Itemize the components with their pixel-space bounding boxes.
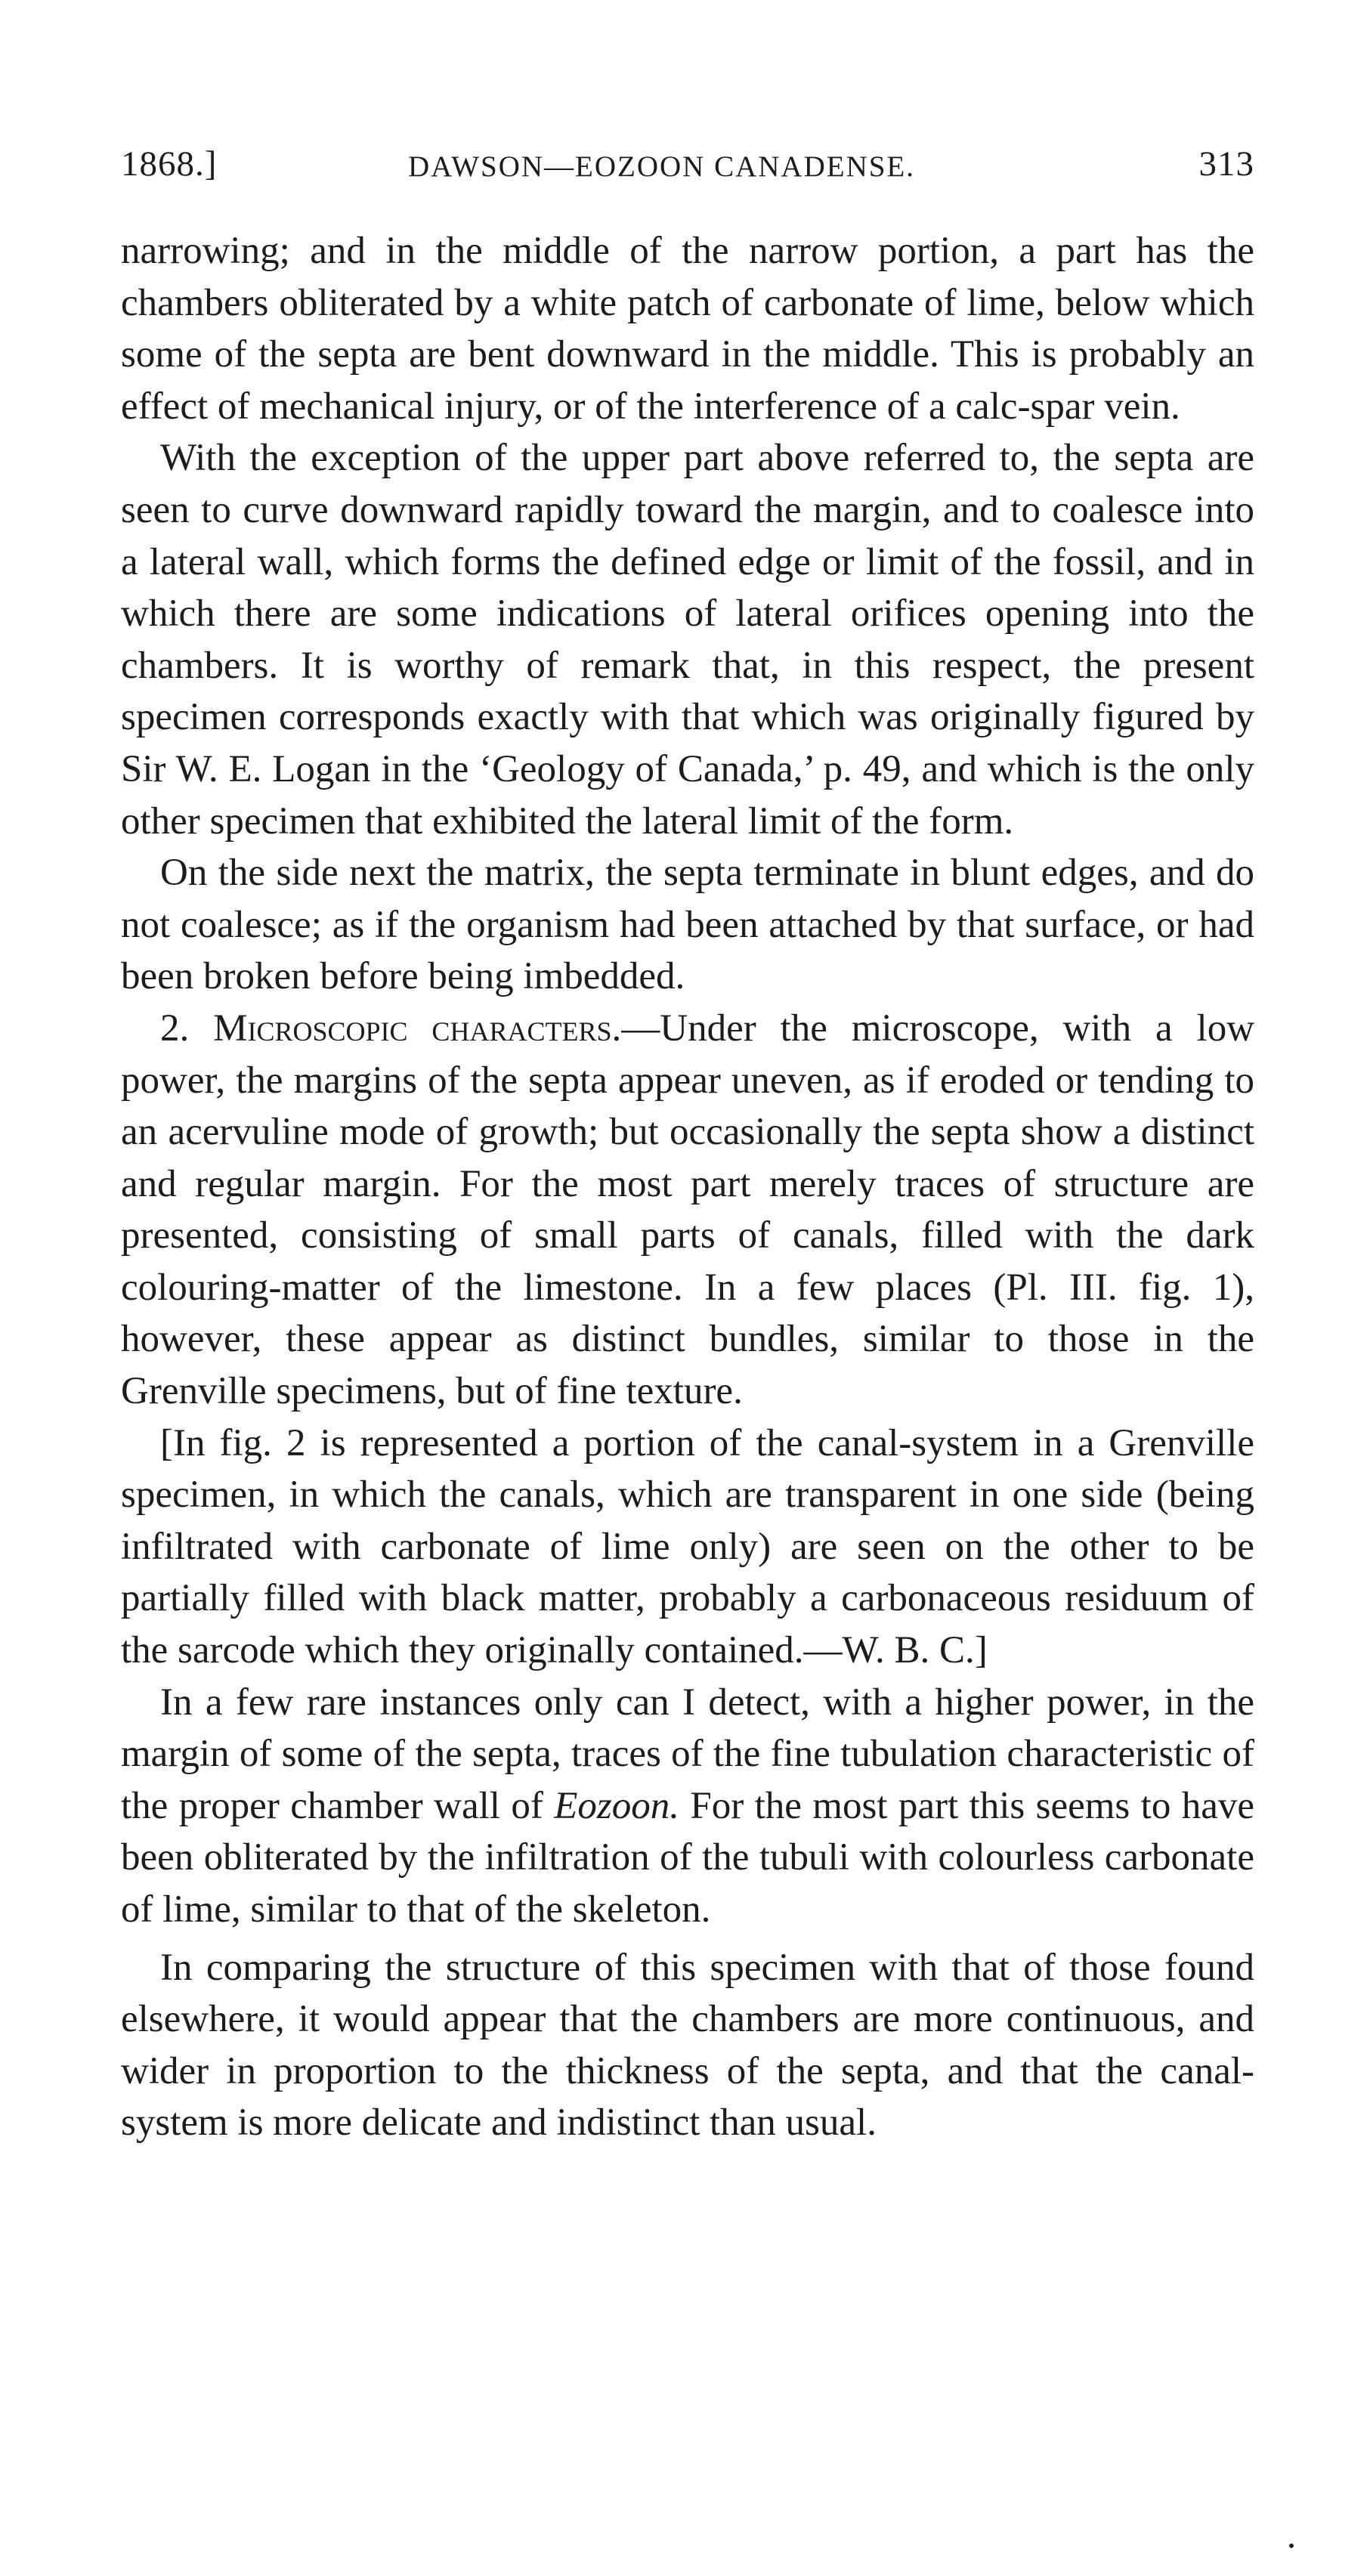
header-year: 1868.] bbox=[121, 144, 218, 184]
paragraph-matrix-side: On the side next the matrix, the septa terminate in blunt edges, and do not coalesce; as if the organism had been attached by that surface, or had been broken before being imbedded. bbox=[121, 852, 1254, 998]
genus-name: Eozoon. bbox=[554, 1784, 679, 1827]
section-number: 2. bbox=[160, 1007, 214, 1050]
tubulation-text-after: For the most part this seems to have been obliterated by the infiltration of the tubuli with colourless carbonate of lime, similar to that of the skeleton. bbox=[121, 1784, 1254, 1931]
ink-speck bbox=[1289, 2544, 1294, 2548]
body-text bbox=[121, 225, 1254, 2149]
section-body: —Under the microscope, with a low power, the margins of the septa appear uneven, as if eroded or tending to an acervuline mode of growth; but occasionally the septa show a distinct and regular margin. For the most part merely traces of structure are presented, consisting of small parts of canals, filled with the dark colouring-matter of the limestone. In a few places (Pl. III. fig. 1), however, these appear as distinct bundles, similar to those in the Grenville specimens, but of fine texture. bbox=[121, 1007, 1255, 1413]
paragraph-comparison: In comparing the structure of this specimen with that of those found elsewhere, it would appear that the chambers are more continuous, and wider in proportion to the thickness of the septa, and that the canal-system is more delicate and indistinct than usual. bbox=[121, 1946, 1254, 2145]
paragraph-lateral-wall: With the exception of the upper part above referred to, the septa are seen to curve downward rapidly toward the margin, and to coalesce into a lateral wall, which forms the defined edge or limit of the fossil, and in which there are some indications of lateral orifices opening into the chambers. It is worthy of remark that, in this respect, the present specimen corresponds exactly with that which was originally figured by Sir W. E. Logan in the ‘Geology of Canada,’ p. 49, and which is the only other specimen that exhibited the lateral limit of the form. bbox=[121, 437, 1254, 843]
paragraph-tubulation bbox=[121, 1677, 1254, 1936]
running-header bbox=[121, 144, 1254, 196]
paragraph-continuation: narrowing; and in the middle of the narrow portion, a part has the chambers obliterated by a white patch of carbonate of lime, below which some of the septa are bent downward in the middle. This is probably an effect of mechanical injury, or of the interference of a calc-spar vein. bbox=[121, 230, 1254, 428]
paragraph-editor-note: [In fig. 2 is represented a portion of the canal-system in a Grenville specimen, in which the canals, which are transparent in one side (being infiltrated with carbonate of lime only) are seen on the other to be partially filled with black matter, probably a carbonaceous residuum of the sarcode which they originally contained.—W. B. C.] bbox=[121, 1421, 1254, 1672]
page-number: 313 bbox=[1198, 144, 1254, 184]
paragraph-microscopic-characters bbox=[121, 1003, 1254, 1418]
tubulation-text-before: In a few rare instances only can I detect, with a higher power, in the margin of some of the septa, traces of the fine tubulation characteristic of the proper chamber wall of bbox=[121, 1681, 1254, 1827]
book-page bbox=[121, 144, 1254, 2149]
section-heading: Microscopic characters. bbox=[213, 1007, 622, 1050]
header-title: DAWSON—EOZOON CANADENSE. bbox=[408, 150, 916, 183]
